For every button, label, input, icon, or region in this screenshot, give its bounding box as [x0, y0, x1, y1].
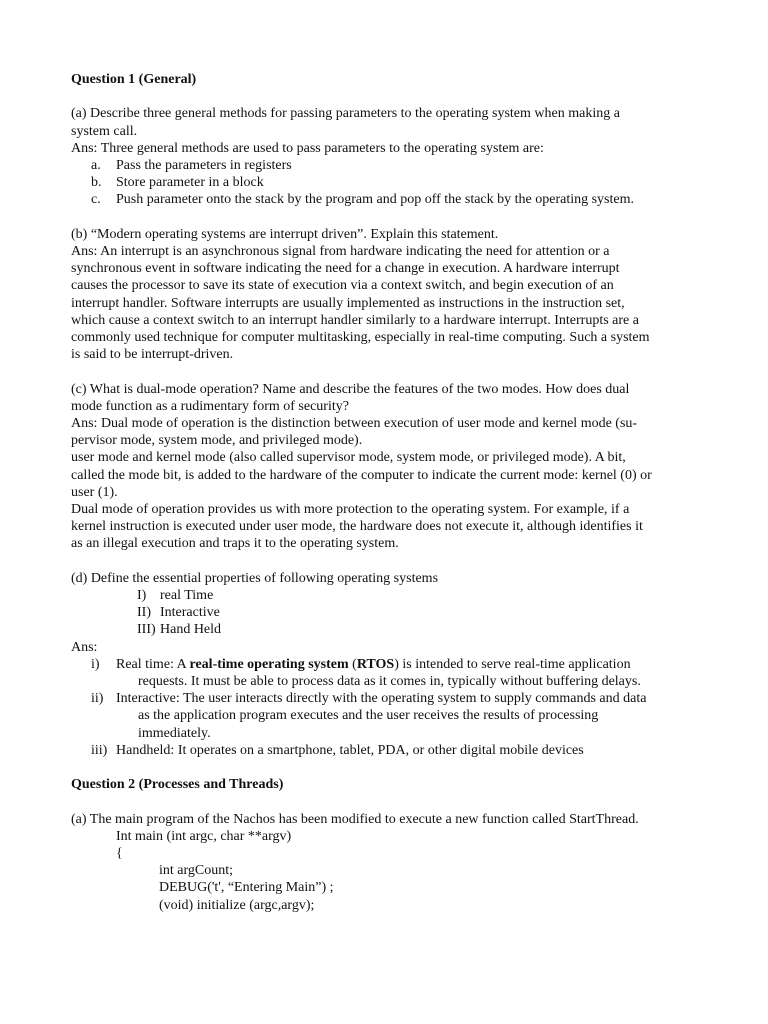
- q1-heading: Question 1 (General): [71, 72, 197, 87]
- list-marker: I): [137, 587, 147, 603]
- q1b-answer-line: causes the processor to save its state of execution via a context switch, and begin execution of an: [71, 278, 614, 294]
- list-marker: II): [137, 605, 151, 621]
- list-marker: i): [91, 656, 100, 672]
- q1a-question-line: (a) Describe three general methods for passing parameters to the operating system when making a: [71, 106, 620, 122]
- answer-continuation: immediately.: [138, 725, 211, 741]
- list-text: Pass the parameters in registers: [116, 158, 292, 173]
- q1b-answer-line: is said to be interrupt-driven.: [71, 347, 234, 363]
- answer-text: (: [348, 656, 357, 672]
- list-item: [71, 742, 701, 759]
- q1b-answer-line: interrupt handler. Software interrupts are usually implemented as instructions in the instruction set,: [71, 295, 625, 311]
- list-text: real Time: [160, 587, 214, 603]
- bold-term: real-time operating system: [189, 656, 349, 672]
- list-marker: III): [137, 622, 156, 638]
- answer-text: ) is intended to serve real-time application: [394, 656, 631, 672]
- q1c-answer-line: user (1).: [71, 484, 118, 500]
- q2a-question: (a) The main program of the Nachos has been modified to execute a new function called StartThread.: [71, 811, 639, 827]
- q1c-answer-line: pervisor mode, system mode, and privileged mode).: [71, 433, 363, 449]
- q1c-answer-line: kernel instruction is executed under user mode, the hardware does not execute it, although identifies it: [71, 519, 643, 535]
- code-line: DEBUG('t', “Entering Main”) ;: [159, 880, 334, 896]
- q1a-question-line: system call.: [71, 123, 138, 139]
- list-text: Handheld: It operates on a smartphone, tablet, PDA, or other digital mobile devices: [116, 742, 584, 758]
- list-text: [116, 656, 631, 673]
- list-text: Hand Held: [160, 622, 222, 638]
- answer-text: Real time: A: [116, 656, 190, 672]
- list-marker: a.: [91, 158, 101, 173]
- q1c-question-line: mode function as a rudimentary form of security?: [71, 398, 349, 414]
- answer-continuation: requests. It must be able to process data as it comes in, typically without buffering delays.: [138, 673, 641, 689]
- list-item: [71, 587, 701, 604]
- list-marker: ii): [91, 691, 104, 707]
- list-item: [71, 174, 701, 191]
- list-marker: iii): [91, 742, 108, 758]
- list-item: [71, 690, 701, 707]
- list-text: Interactive: [160, 605, 220, 621]
- list-marker: c.: [91, 192, 101, 208]
- code-line: Int main (int argc, char **argv): [116, 828, 292, 844]
- q1d-answer-label: Ans:: [71, 639, 98, 655]
- q2-heading: Question 2 (Processes and Threads): [71, 777, 284, 793]
- bold-term: RTOS: [356, 656, 395, 672]
- q1c-question-line: (c) What is dual-mode operation? Name and describe the features of the two modes. How does dual: [71, 381, 630, 397]
- list-item: [71, 621, 701, 638]
- q1b-answer-line: Ans: An interrupt is an asynchronous signal from hardware indicating the need for attention or a: [71, 243, 610, 259]
- q1c-answer-line: Ans: Dual mode of operation is the distinction between execution of user mode and kernel mode (su-: [71, 415, 638, 431]
- q1a-answer-intro: Ans: Three general methods are used to pass parameters to the operating system are:: [71, 140, 544, 156]
- q1b-answer-line: which cause a context switch to an interrupt handler similarly to a hardware interrupt. Interrupts are a: [71, 312, 639, 328]
- q1b-answer-line: synchronous event in software indicating the need for a change in execution. A hardware interrupt: [71, 261, 620, 277]
- document-page: [71, 71, 701, 914]
- q1d-question: (d) Define the essential properties of following operating systems: [71, 570, 439, 586]
- q1c-answer-line: called the mode bit, is added to the hardware of the computer to indicate the current mode: kernel (0) or: [71, 467, 652, 483]
- q1c-answer-line: Dual mode of operation provides us with more protection to the operating system. For example, if a: [71, 501, 630, 517]
- answer-continuation: as the application program executes and the user receives the results of processing: [138, 708, 599, 724]
- list-item: [71, 656, 701, 673]
- q1c-answer-line: as an illegal execution and traps it to the operating system.: [71, 536, 399, 552]
- q1c-answer-line: user mode and kernel mode (also called supervisor mode, system mode, or privileged mode). A bit,: [71, 450, 626, 466]
- list-text: Push parameter onto the stack by the program and pop off the stack by the operating system.: [116, 192, 634, 208]
- list-item: [71, 191, 701, 208]
- q1b-answer-line: commonly used technique for computer multitasking, especially in real-time computing. Such a system: [71, 329, 650, 345]
- q1b-question: (b) “Modern operating systems are interrupt driven”. Explain this statement.: [71, 226, 499, 242]
- list-text: Store parameter in a block: [116, 175, 264, 191]
- code-line: int argCount;: [159, 863, 234, 879]
- list-item: [71, 604, 701, 621]
- list-item: [71, 157, 701, 174]
- code-line: (void) initialize (argc,argv);: [159, 897, 315, 913]
- list-marker: b.: [91, 175, 102, 191]
- code-line: {: [116, 845, 123, 861]
- list-text: Interactive: The user interacts directly with the operating system to supply commands and data: [116, 691, 647, 707]
